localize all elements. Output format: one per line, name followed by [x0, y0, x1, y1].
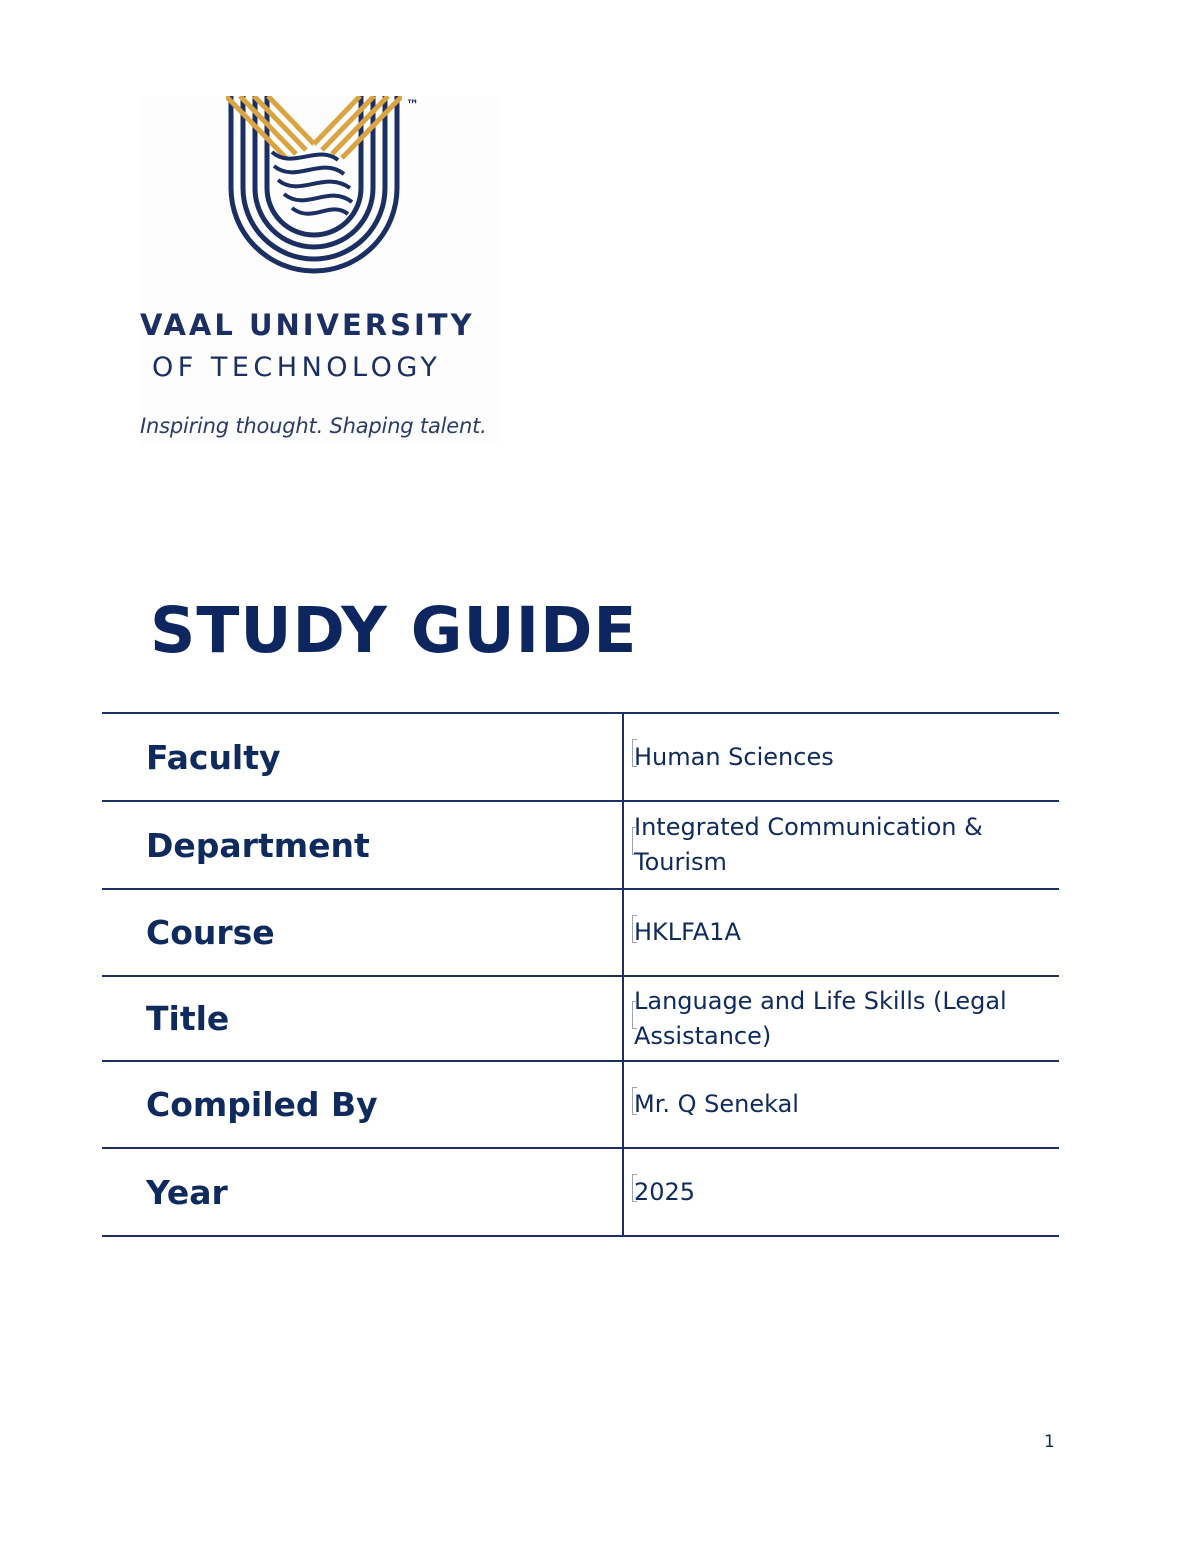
university-name-line2: OF TECHNOLOGY [152, 352, 442, 383]
row-value-title: Language and Life Skills (Legal Assistance) [623, 976, 1059, 1061]
table-row-compiled-by [102, 1061, 1059, 1148]
table-row-year [102, 1148, 1059, 1236]
vut-emblem-icon [226, 96, 406, 276]
page-number: 1 [1044, 1432, 1055, 1452]
table-row-title [102, 976, 1059, 1061]
row-label-compiled-by: Compiled By [102, 1061, 623, 1148]
row-label-faculty: Faculty [102, 713, 623, 801]
row-label-title: Title [102, 976, 623, 1061]
row-value-compiled-by: Mr. Q Senekal [623, 1061, 1059, 1148]
table-row-faculty [102, 713, 1059, 801]
document-title: STUDY GUIDE [150, 594, 638, 667]
course-info-table [102, 712, 1059, 1237]
row-value-year: 2025 [623, 1148, 1059, 1236]
table-row-department [102, 801, 1059, 889]
row-value-faculty: Human Sciences [623, 713, 1059, 801]
university-name-line1: VAAL UNIVERSITY [140, 308, 475, 342]
university-tagline: Inspiring thought. Shaping talent. [140, 414, 487, 438]
row-value-course: HKLFA1A [623, 889, 1059, 976]
trademark-symbol: ™ [406, 98, 419, 113]
university-logo [138, 96, 498, 446]
row-value-department: Integrated Communication & Tourism [623, 801, 1059, 889]
row-label-department: Department [102, 801, 623, 889]
row-label-course: Course [102, 889, 623, 976]
table-row-course [102, 889, 1059, 976]
row-label-year: Year [102, 1148, 623, 1236]
